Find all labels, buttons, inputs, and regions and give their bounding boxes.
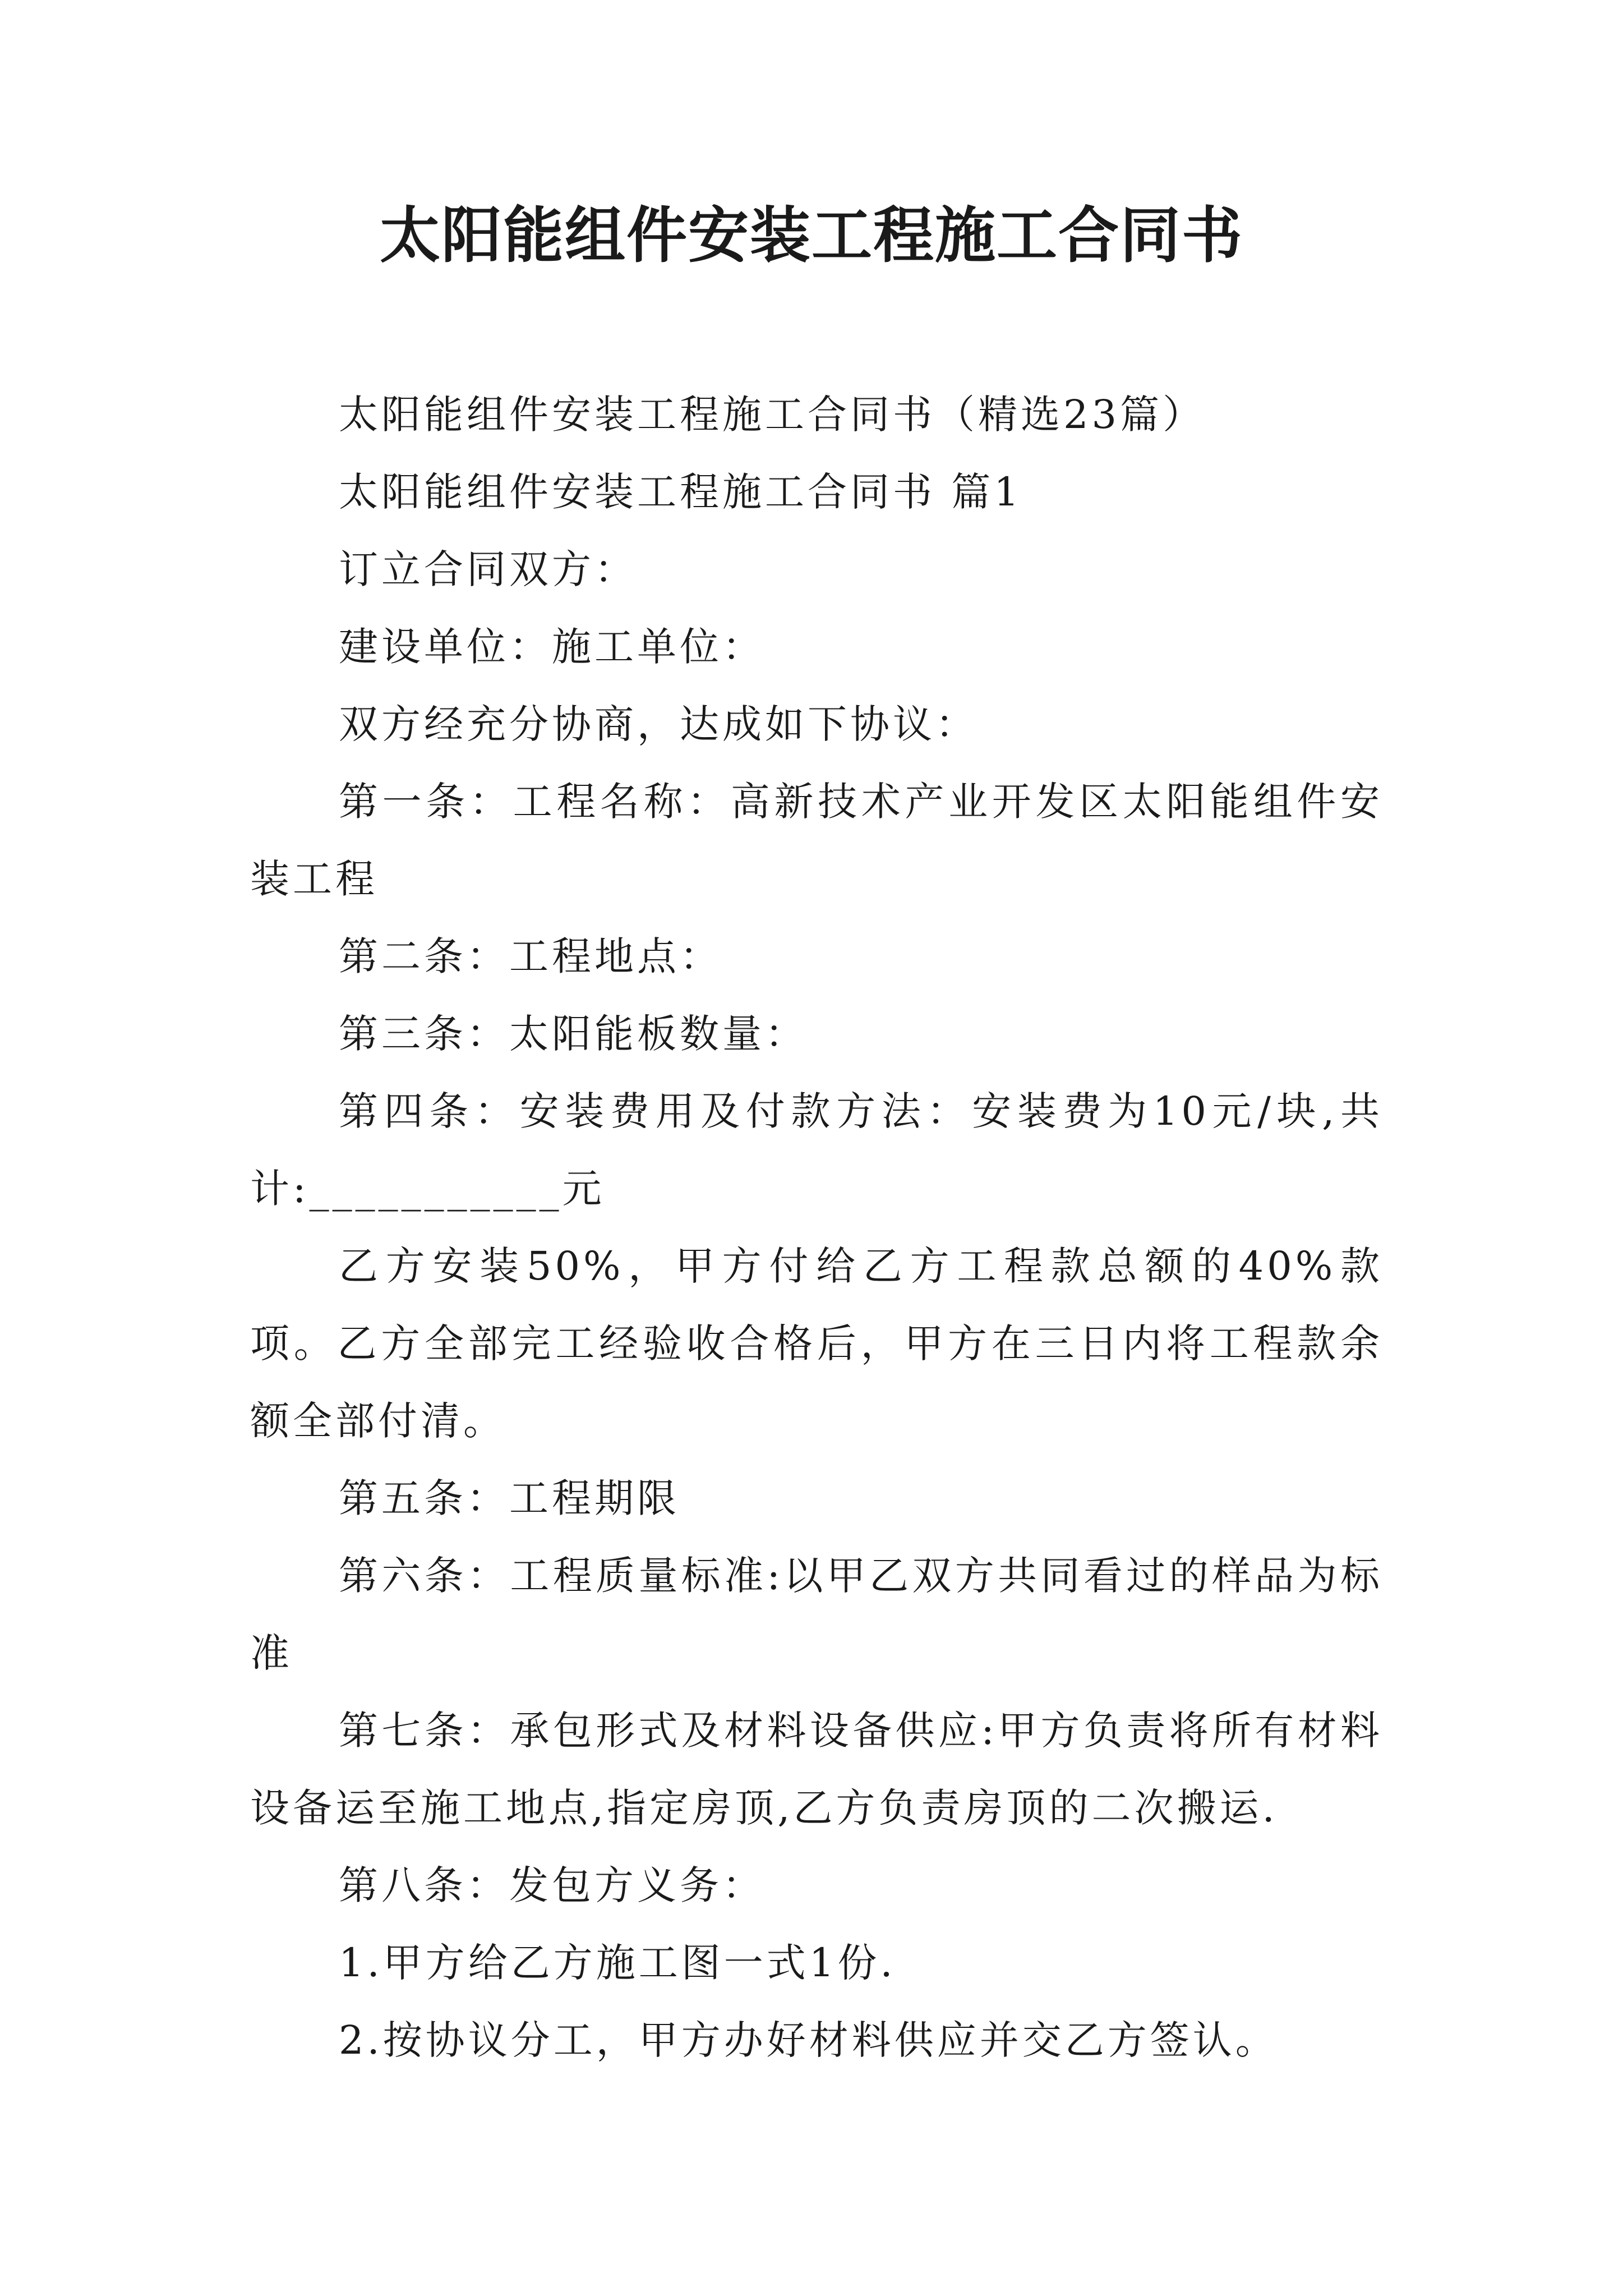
document-body [250, 376, 1383, 2079]
paragraph-section-heading: 太阳能组件安装工程施工合同书 篇1 [339, 469, 1022, 515]
paragraph-duty-2: 2.按协议分工，甲方办好材料供应并交乙方签认。 [339, 2017, 1278, 2063]
paragraph-article-2: 第二条：工程地点： [339, 933, 722, 979]
paragraph-units: 建设单位：施工单位： [339, 624, 765, 670]
paragraph-subtitle: 太阳能组件安装工程施工合同书（精选23篇） [339, 392, 1206, 438]
paragraph-article-1: 第一条：工程名称：高新技术产业开发区太阳能组件安装工程 [250, 779, 1383, 902]
paragraph-article-8: 第八条：发包方义务： [339, 1862, 765, 1908]
paragraph-parties: 订立合同双方： [339, 546, 637, 592]
paragraph-duty-1: 1.甲方给乙方施工图一式1份. [339, 1940, 896, 1986]
paragraph-agreement-intro: 双方经充分协商，达成如下协议： [339, 701, 978, 747]
paragraph-article-7: 第七条：承包形式及材料设备供应:甲方负责将所有材料设备运至施工地点,指定房顶,乙方负责房顶的二次搬运. [250, 1708, 1383, 1831]
paragraph-article-5: 第五条：工程期限 [339, 1475, 680, 1521]
paragraph-article-4: 第四条：安装费用及付款方法：安装费为10元/块,共计:___________元 [250, 1088, 1383, 1212]
paragraph-article-3: 第三条：太阳能板数量： [339, 1011, 808, 1057]
paragraph-payment-terms: 乙方安装50%，甲方付给乙方工程款总额的40%款项。乙方全部完工经验收合格后，甲方在三日内将工程款余额全部付清。 [250, 1243, 1383, 1444]
document-title: 太阳能组件安装工程施工合同书 [379, 200, 1243, 271]
paragraph-article-6: 第六条：工程质量标准:以甲乙双方共同看过的样品为标准 [250, 1553, 1383, 1676]
